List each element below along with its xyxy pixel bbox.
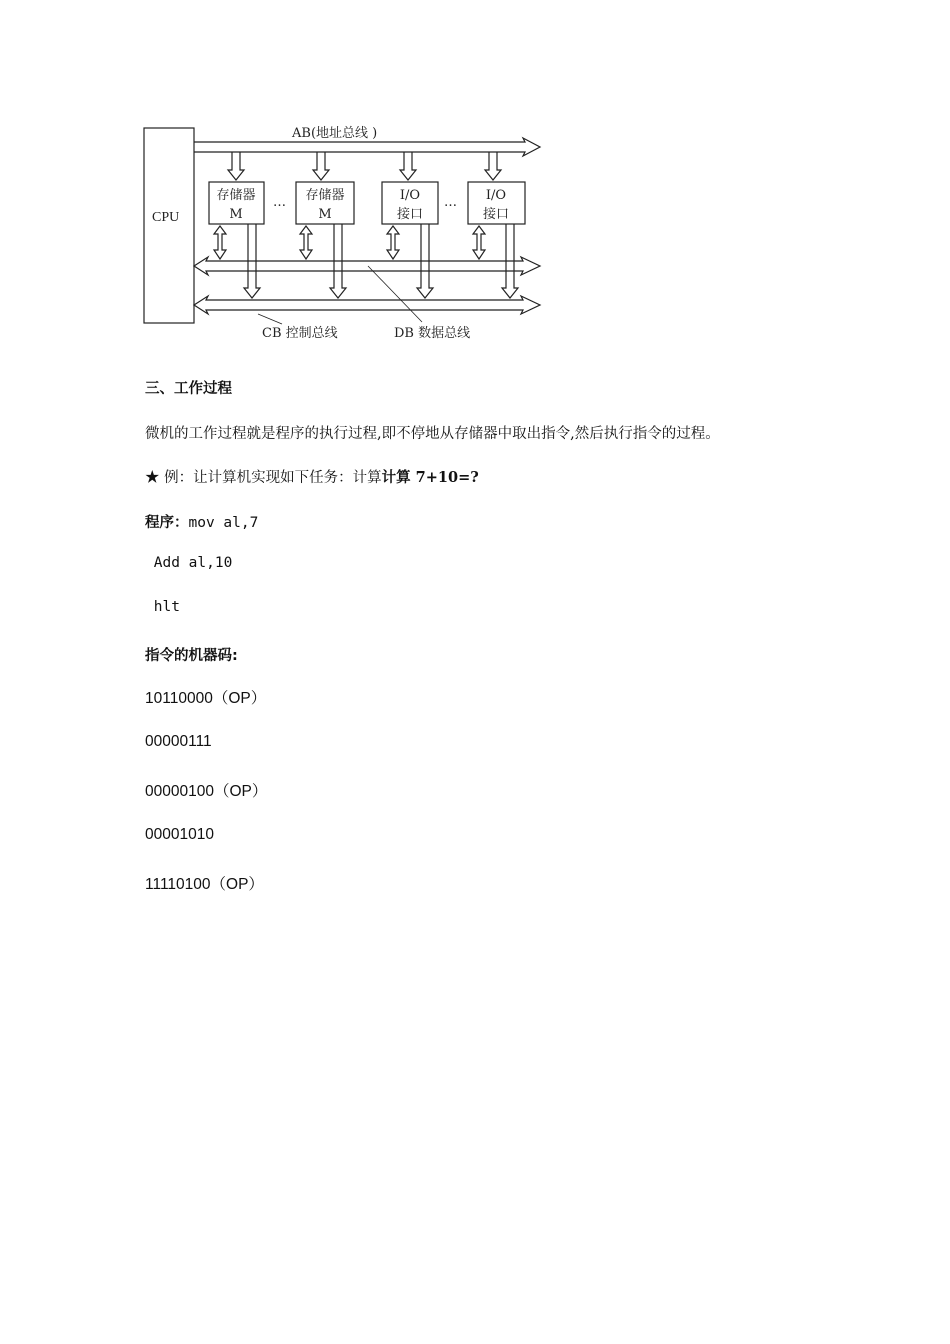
program-line-2: Add al,10 xyxy=(145,555,233,571)
cpu-label: CPU xyxy=(152,210,180,225)
section-heading: 三、工作过程 xyxy=(145,381,232,397)
data-bus xyxy=(194,257,540,275)
example-text: 例：让计算机实现如下任务：计算 xyxy=(159,470,382,486)
module-label: I/O xyxy=(485,188,507,203)
machine-code-line: 00001010 xyxy=(145,826,214,843)
module-label: 接口 xyxy=(396,207,424,222)
module-label: I/O xyxy=(399,188,421,203)
address-bus-label: AB(地址总线 ) xyxy=(292,126,378,141)
machine-code-line: 00000100（OP） xyxy=(145,783,268,800)
module-label: M xyxy=(229,207,243,222)
data-bus-label: DB 数据总线 xyxy=(394,326,471,341)
bus-architecture-diagram xyxy=(140,118,550,348)
control-bus xyxy=(194,296,540,314)
machine-code-line: 00000111 xyxy=(145,733,212,750)
cpu-box xyxy=(144,128,194,323)
example-bold-text: 计算 7+10=? xyxy=(381,469,479,486)
program-label: 程序： xyxy=(145,515,189,531)
ellipsis: … xyxy=(273,195,286,210)
program-line-3: hlt xyxy=(145,599,180,615)
module-label: 接口 xyxy=(482,207,510,222)
star-icon: ★ xyxy=(145,470,160,486)
program-line-1 xyxy=(145,511,258,532)
module-label: M xyxy=(318,207,332,222)
module-label: 存储器 xyxy=(305,188,345,203)
paragraph: 微机的工作过程就是程序的执行过程,即不停地从存储器中取出指令,然后执行指令的过程。 xyxy=(145,426,720,442)
machine-code-heading: 指令的机器码: xyxy=(145,648,238,664)
program-code: mov al,7 xyxy=(188,515,259,531)
machine-code-line: 10110000（OP） xyxy=(145,690,267,707)
machine-code-line: 11110100（OP） xyxy=(145,876,264,893)
module-label: 存储器 xyxy=(216,188,256,203)
example-line xyxy=(145,466,479,487)
control-bus-label: CB 控制总线 xyxy=(262,326,338,341)
ellipsis: … xyxy=(444,195,457,210)
